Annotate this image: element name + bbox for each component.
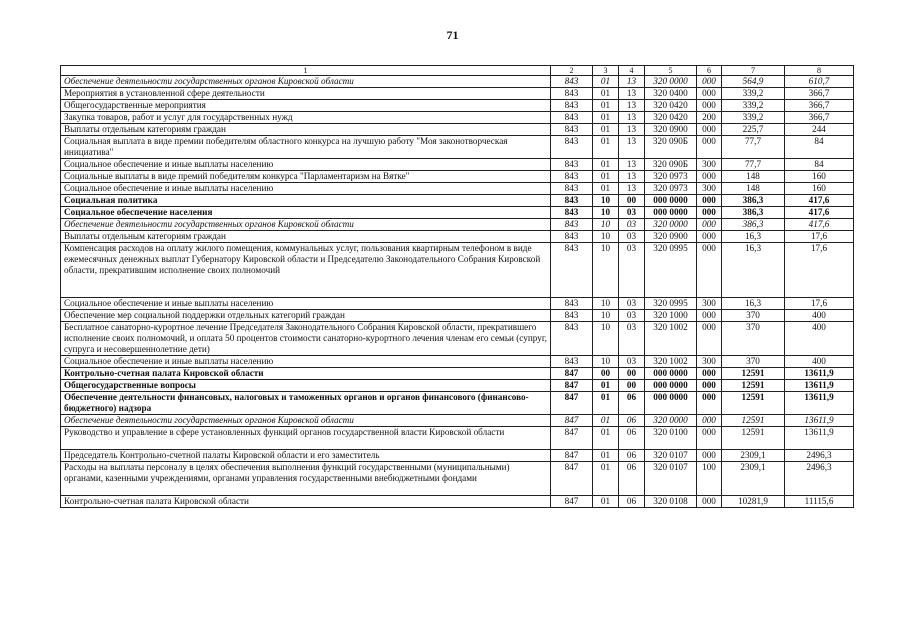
section-cell: 01 (593, 88, 619, 100)
amount-year2-cell: 84 (785, 136, 854, 159)
admin-code-cell: 843 (551, 356, 593, 368)
admin-code-cell: 847 (551, 496, 593, 508)
target-article-cell: 320 1002 (645, 356, 697, 368)
amount-year1-cell: 77,7 (722, 159, 785, 171)
row-name-cell: Общегосударственные мероприятия (61, 100, 551, 112)
amount-year2-cell: 244 (785, 124, 854, 136)
expense-type-cell: 000 (697, 76, 722, 88)
amount-year1-cell: 16,3 (722, 298, 785, 310)
expense-type-cell: 000 (697, 310, 722, 322)
amount-year1-cell: 2309,1 (722, 450, 785, 462)
amount-year1-cell: 386,3 (722, 195, 785, 207)
expense-type-cell: 000 (697, 231, 722, 243)
row-name-cell: Председатель Контрольно-счетной палаты Кировской области и его заместитель (61, 450, 551, 462)
table-header-row (61, 66, 854, 76)
subsection-cell: 06 (619, 427, 645, 450)
subsection-cell: 13 (619, 159, 645, 171)
expense-type-cell: 000 (697, 322, 722, 356)
subsection-cell: 03 (619, 298, 645, 310)
subsection-cell: 03 (619, 322, 645, 356)
subsection-cell: 03 (619, 243, 645, 298)
amount-year1-cell: 339,2 (722, 88, 785, 100)
amount-year1-cell: 370 (722, 356, 785, 368)
section-cell: 01 (593, 112, 619, 124)
target-article-cell: 320 0973 (645, 183, 697, 195)
target-article-cell: 320 1002 (645, 322, 697, 356)
header-cell: 3 (593, 66, 619, 76)
row-name-cell: Выплаты отдельным категориям граждан (61, 231, 551, 243)
table-row (61, 76, 854, 88)
amount-year2-cell: 366,7 (785, 112, 854, 124)
admin-code-cell: 843 (551, 183, 593, 195)
amount-year2-cell: 2496,3 (785, 450, 854, 462)
target-article-cell: 320 0400 (645, 88, 697, 100)
amount-year1-cell: 12591 (722, 392, 785, 415)
amount-year1-cell: 386,3 (722, 219, 785, 231)
expense-type-cell: 000 (697, 100, 722, 112)
section-cell: 01 (593, 171, 619, 183)
row-name-cell: Компенсация расходов на оплату жилого помещения, коммунальных услуг, пользования квартирным телефоном в виде ежемесячных денежных выплат Губернатору Кировской области и Председателю Законодательного Собрания Кировской области, прекратившим исполнение своих полномочий (61, 243, 551, 298)
target-article-cell: 320 0107 (645, 450, 697, 462)
table-row (61, 415, 854, 427)
row-name-cell: Социальное обеспечение и иные выплаты населению (61, 159, 551, 171)
amount-year2-cell: 17,6 (785, 231, 854, 243)
section-cell: 01 (593, 392, 619, 415)
expense-type-cell: 000 (697, 243, 722, 298)
row-name-cell: Контрольно-счетная палата Кировской области (61, 368, 551, 380)
admin-code-cell: 843 (551, 231, 593, 243)
amount-year1-cell: 16,3 (722, 243, 785, 298)
amount-year2-cell: 13611,9 (785, 427, 854, 450)
table-row (61, 183, 854, 195)
expense-type-cell: 000 (697, 450, 722, 462)
expense-type-cell: 300 (697, 183, 722, 195)
table-row (61, 368, 854, 380)
amount-year1-cell: 386,3 (722, 207, 785, 219)
subsection-cell: 13 (619, 171, 645, 183)
expense-type-cell: 000 (697, 380, 722, 392)
admin-code-cell: 843 (551, 124, 593, 136)
subsection-cell: 13 (619, 183, 645, 195)
subsection-cell: 03 (619, 219, 645, 231)
expense-type-cell: 000 (697, 427, 722, 450)
subsection-cell: 06 (619, 496, 645, 508)
amount-year1-cell: 77,7 (722, 136, 785, 159)
table-row (61, 100, 854, 112)
amount-year1-cell: 12591 (722, 415, 785, 427)
amount-year2-cell: 11115,6 (785, 496, 854, 508)
admin-code-cell: 843 (551, 195, 593, 207)
page-number: 71 (446, 28, 459, 42)
section-cell: 10 (593, 298, 619, 310)
table-row (61, 195, 854, 207)
expense-type-cell: 000 (697, 368, 722, 380)
row-name-cell: Социальное обеспечение и иные выплаты населению (61, 183, 551, 195)
amount-year2-cell: 417,6 (785, 219, 854, 231)
expense-type-cell: 200 (697, 112, 722, 124)
row-name-cell: Расходы на выплаты персоналу в целях обеспечения выполнения функций государственными (муниципальными) органами, казенными учреждениями, органами управления государственными внебюджетными фондами (61, 462, 551, 496)
row-name-cell: Обеспечение деятельности государственных органов Кировской области (61, 76, 551, 88)
target-article-cell: 320 0900 (645, 124, 697, 136)
section-cell: 10 (593, 356, 619, 368)
amount-year2-cell: 400 (785, 356, 854, 368)
target-article-cell: 320 090Б (645, 136, 697, 159)
amount-year1-cell: 339,2 (722, 112, 785, 124)
table-row (61, 392, 854, 415)
amount-year2-cell: 17,6 (785, 298, 854, 310)
row-name-cell: Социальные выплаты в виде премий победителям конкурса "Парламентаризм на Вятке" (61, 171, 551, 183)
table-row (61, 207, 854, 219)
table-row (61, 322, 854, 356)
section-cell: 01 (593, 427, 619, 450)
header-cell: 5 (645, 66, 697, 76)
row-name-cell: Общегосударственные вопросы (61, 380, 551, 392)
row-name-cell: Руководство и управление в сфере установленных функций органов государственной власти Кировской области (61, 427, 551, 450)
admin-code-cell: 847 (551, 462, 593, 496)
header-cell: 4 (619, 66, 645, 76)
subsection-cell: 06 (619, 415, 645, 427)
amount-year1-cell: 225,7 (722, 124, 785, 136)
table-row (61, 136, 854, 159)
section-cell: 01 (593, 450, 619, 462)
section-cell: 10 (593, 219, 619, 231)
target-article-cell: 320 0108 (645, 496, 697, 508)
amount-year2-cell: 160 (785, 183, 854, 195)
admin-code-cell: 843 (551, 112, 593, 124)
expense-type-cell: 300 (697, 298, 722, 310)
target-article-cell: 320 0000 (645, 76, 697, 88)
admin-code-cell: 843 (551, 310, 593, 322)
amount-year1-cell: 148 (722, 171, 785, 183)
amount-year1-cell: 2309,1 (722, 462, 785, 496)
row-name-cell: Обеспечение деятельности государственных органов Кировской области (61, 219, 551, 231)
subsection-cell: 13 (619, 136, 645, 159)
admin-code-cell: 843 (551, 88, 593, 100)
target-article-cell: 000 0000 (645, 195, 697, 207)
section-cell: 01 (593, 124, 619, 136)
expense-type-cell: 100 (697, 462, 722, 496)
amount-year2-cell: 13611,9 (785, 368, 854, 380)
subsection-cell: 00 (619, 380, 645, 392)
expense-type-cell: 000 (697, 392, 722, 415)
subsection-cell: 06 (619, 392, 645, 415)
header-cell: 8 (785, 66, 854, 76)
header-cell: 7 (722, 66, 785, 76)
admin-code-cell: 843 (551, 298, 593, 310)
target-article-cell: 000 0000 (645, 380, 697, 392)
section-cell: 01 (593, 100, 619, 112)
target-article-cell: 320 1000 (645, 310, 697, 322)
target-article-cell: 320 0995 (645, 298, 697, 310)
subsection-cell: 13 (619, 76, 645, 88)
table-row (61, 88, 854, 100)
row-name-cell: Социальное обеспечение и иные выплаты населению (61, 356, 551, 368)
target-article-cell: 320 090Б (645, 159, 697, 171)
table-row (61, 112, 854, 124)
amount-year2-cell: 84 (785, 159, 854, 171)
table-row (61, 231, 854, 243)
amount-year2-cell: 400 (785, 322, 854, 356)
subsection-cell: 06 (619, 462, 645, 496)
row-name-cell: Обеспечение деятельности государственных органов Кировской области (61, 415, 551, 427)
amount-year1-cell: 564,9 (722, 76, 785, 88)
amount-year1-cell: 370 (722, 310, 785, 322)
table-row (61, 450, 854, 462)
row-name-cell: Социальная политика (61, 195, 551, 207)
target-article-cell: 320 0000 (645, 415, 697, 427)
target-article-cell: 000 0000 (645, 368, 697, 380)
admin-code-cell: 843 (551, 100, 593, 112)
target-article-cell: 000 0000 (645, 392, 697, 415)
budget-table (60, 65, 854, 508)
target-article-cell: 320 0973 (645, 171, 697, 183)
section-cell: 10 (593, 310, 619, 322)
row-name-cell: Закупка товаров, работ и услуг для государственных нужд (61, 112, 551, 124)
expense-type-cell: 000 (697, 195, 722, 207)
expense-type-cell: 000 (697, 415, 722, 427)
admin-code-cell: 843 (551, 243, 593, 298)
admin-code-cell: 847 (551, 427, 593, 450)
amount-year2-cell: 400 (785, 310, 854, 322)
admin-code-cell: 847 (551, 368, 593, 380)
subsection-cell: 03 (619, 207, 645, 219)
table-row (61, 427, 854, 450)
amount-year2-cell: 2496,3 (785, 462, 854, 496)
target-article-cell: 320 0420 (645, 100, 697, 112)
table-row (61, 462, 854, 496)
row-name-cell: Контрольно-счетная палата Кировской области (61, 496, 551, 508)
amount-year2-cell: 13611,9 (785, 380, 854, 392)
expense-type-cell: 000 (697, 207, 722, 219)
admin-code-cell: 843 (551, 207, 593, 219)
table-row (61, 380, 854, 392)
row-name-cell: Обеспечение деятельности финансовых, налоговых и таможенных органов и органов финансового (финансово-бюджетного) надзора (61, 392, 551, 415)
admin-code-cell: 843 (551, 322, 593, 356)
admin-code-cell: 843 (551, 136, 593, 159)
amount-year2-cell: 366,7 (785, 88, 854, 100)
header-cell: 2 (551, 66, 593, 76)
target-article-cell: 320 0107 (645, 462, 697, 496)
row-name-cell: Социальное обеспечение и иные выплаты населению (61, 298, 551, 310)
amount-year2-cell: 417,6 (785, 207, 854, 219)
header-cell: 6 (697, 66, 722, 76)
admin-code-cell: 843 (551, 219, 593, 231)
amount-year2-cell: 417,6 (785, 195, 854, 207)
amount-year1-cell: 10281,9 (722, 496, 785, 508)
target-article-cell: 320 0420 (645, 112, 697, 124)
subsection-cell: 03 (619, 310, 645, 322)
row-name-cell: Бесплатное санаторно-курортное лечение Председателя Законодательного Собрания Кировской области, прекратившего исполнение своих полномочий, и оплата 50 процентов стоимости санаторно-курортного лечения членам его семьи (супруг, супруга и несовершеннолетние дети) (61, 322, 551, 356)
expense-type-cell: 000 (697, 136, 722, 159)
section-cell: 01 (593, 462, 619, 496)
subsection-cell: 13 (619, 100, 645, 112)
admin-code-cell: 843 (551, 76, 593, 88)
amount-year2-cell: 160 (785, 171, 854, 183)
section-cell: 01 (593, 183, 619, 195)
section-cell: 01 (593, 76, 619, 88)
expense-type-cell: 000 (697, 88, 722, 100)
amount-year1-cell: 339,2 (722, 100, 785, 112)
expense-type-cell: 000 (697, 496, 722, 508)
target-article-cell: 320 0900 (645, 231, 697, 243)
section-cell: 01 (593, 159, 619, 171)
section-cell: 10 (593, 207, 619, 219)
subsection-cell: 13 (619, 88, 645, 100)
amount-year2-cell: 366,7 (785, 100, 854, 112)
amount-year1-cell: 370 (722, 322, 785, 356)
subsection-cell: 00 (619, 195, 645, 207)
table-row (61, 159, 854, 171)
admin-code-cell: 847 (551, 415, 593, 427)
row-name-cell: Социальная выплата в виде премии победителям областного конкурса на лучшую работу "Моя законотворческая инициатива" (61, 136, 551, 159)
section-cell: 01 (593, 380, 619, 392)
table-row (61, 310, 854, 322)
row-name-cell: Мероприятия в установленной сфере деятельности (61, 88, 551, 100)
expense-type-cell: 000 (697, 171, 722, 183)
target-article-cell: 320 0100 (645, 427, 697, 450)
amount-year1-cell: 12591 (722, 427, 785, 450)
expense-type-cell: 000 (697, 219, 722, 231)
amount-year2-cell: 610,7 (785, 76, 854, 88)
expense-type-cell: 300 (697, 356, 722, 368)
row-name-cell: Обеспечение мер социальной поддержки отдельных категорий граждан (61, 310, 551, 322)
target-article-cell: 320 0995 (645, 243, 697, 298)
admin-code-cell: 847 (551, 392, 593, 415)
amount-year1-cell: 12591 (722, 368, 785, 380)
section-cell: 10 (593, 195, 619, 207)
amount-year2-cell: 13611,9 (785, 392, 854, 415)
target-article-cell: 320 0000 (645, 219, 697, 231)
section-cell: 00 (593, 368, 619, 380)
section-cell: 10 (593, 231, 619, 243)
table-row (61, 124, 854, 136)
admin-code-cell: 847 (551, 380, 593, 392)
admin-code-cell: 843 (551, 159, 593, 171)
subsection-cell: 03 (619, 231, 645, 243)
section-cell: 01 (593, 136, 619, 159)
table-row (61, 298, 854, 310)
amount-year1-cell: 16,3 (722, 231, 785, 243)
admin-code-cell: 847 (551, 450, 593, 462)
expense-type-cell: 300 (697, 159, 722, 171)
subsection-cell: 03 (619, 356, 645, 368)
table-row (61, 356, 854, 368)
amount-year1-cell: 148 (722, 183, 785, 195)
row-name-cell: Социальное обеспечение населения (61, 207, 551, 219)
table-row (61, 219, 854, 231)
amount-year2-cell: 13611,9 (785, 415, 854, 427)
section-cell: 01 (593, 496, 619, 508)
section-cell: 10 (593, 243, 619, 298)
amount-year1-cell: 12591 (722, 380, 785, 392)
subsection-cell: 06 (619, 450, 645, 462)
subsection-cell: 13 (619, 124, 645, 136)
header-cell: 1 (61, 66, 551, 76)
target-article-cell: 000 0000 (645, 207, 697, 219)
section-cell: 10 (593, 322, 619, 356)
table-row (61, 496, 854, 508)
table-row (61, 171, 854, 183)
subsection-cell: 13 (619, 112, 645, 124)
admin-code-cell: 843 (551, 171, 593, 183)
row-name-cell: Выплаты отдельным категориям граждан (61, 124, 551, 136)
expense-type-cell: 000 (697, 124, 722, 136)
amount-year2-cell: 17,6 (785, 243, 854, 298)
subsection-cell: 00 (619, 368, 645, 380)
table-row (61, 243, 854, 298)
section-cell: 01 (593, 415, 619, 427)
